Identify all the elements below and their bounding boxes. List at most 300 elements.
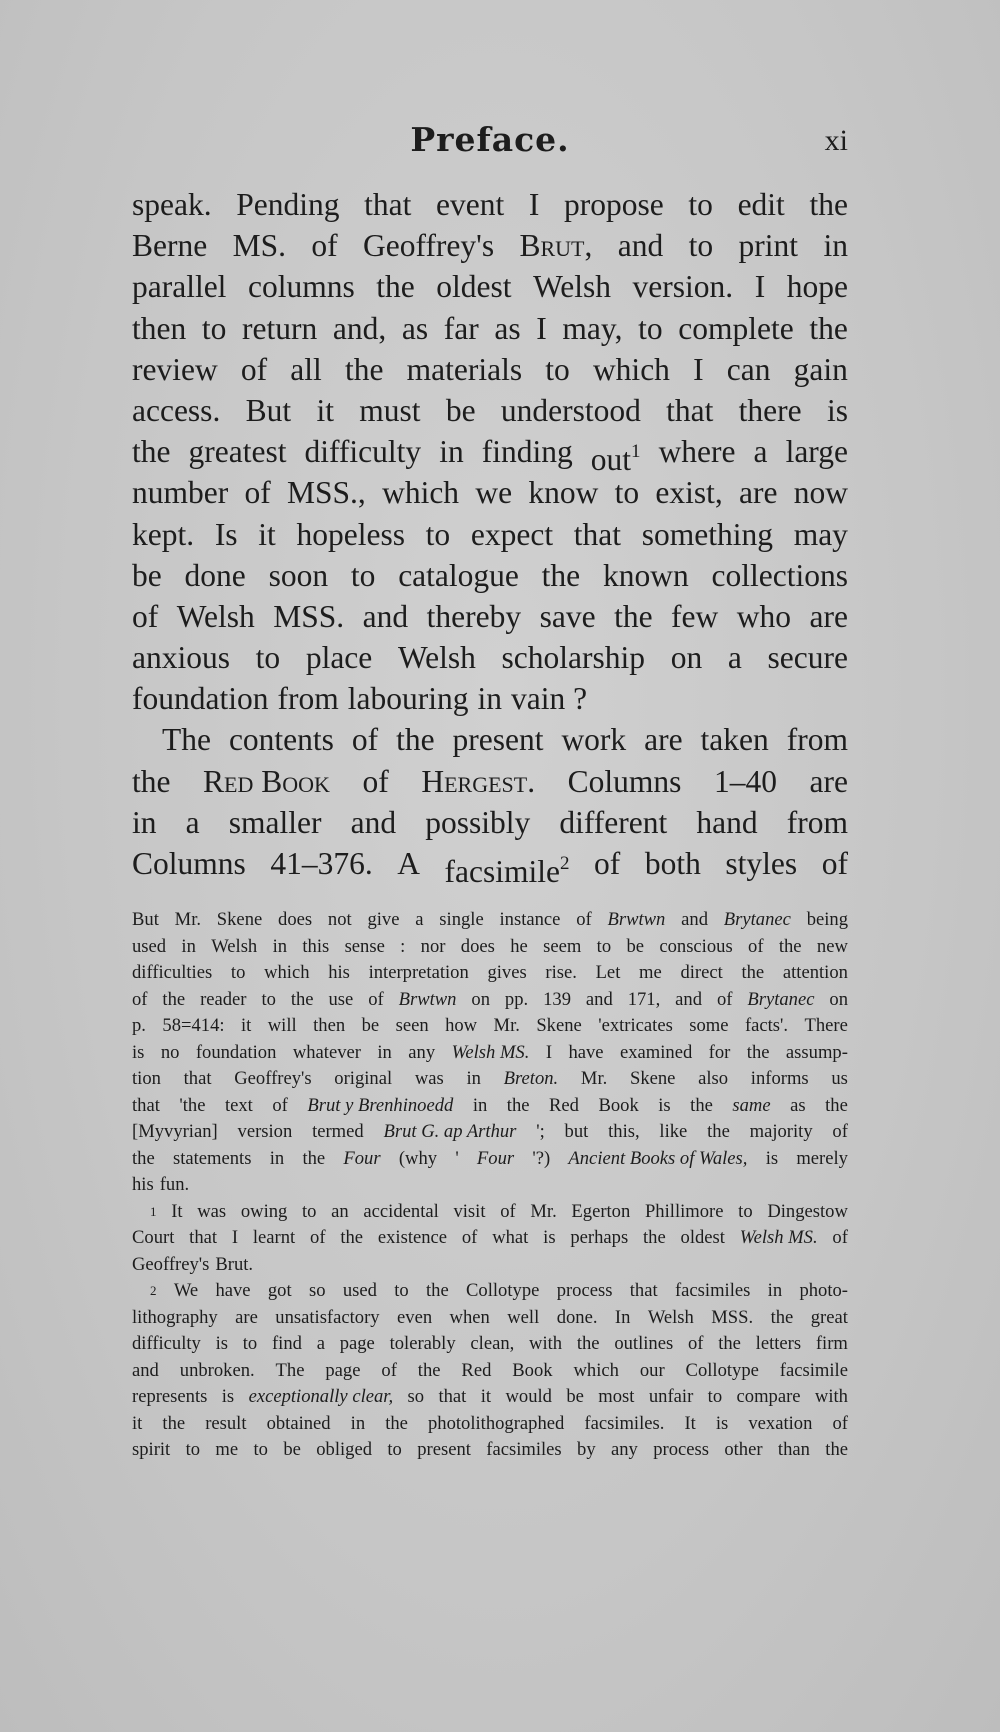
body-word: save bbox=[539, 598, 596, 634]
body-line bbox=[132, 184, 848, 225]
footnote-word: well bbox=[507, 1306, 540, 1328]
footnote-word: it bbox=[480, 1386, 492, 1407]
footnote-word: me bbox=[639, 962, 662, 983]
footnote-word: of bbox=[832, 1121, 848, 1142]
footnote-word: to bbox=[394, 1280, 409, 1301]
footnote-word: Brwtwn bbox=[607, 909, 666, 930]
footnote-word: some bbox=[689, 1015, 729, 1036]
footnote-word: of bbox=[832, 1412, 848, 1434]
body-word: we bbox=[475, 475, 513, 511]
footnote-word: difficulties bbox=[132, 962, 213, 983]
body-word: the bbox=[376, 269, 415, 305]
footnote-word: of bbox=[500, 1200, 516, 1222]
footnote-word: page bbox=[325, 1359, 361, 1381]
footnote-line bbox=[132, 960, 848, 987]
footnote-word: of bbox=[748, 935, 764, 957]
body-word: speak. bbox=[132, 187, 212, 222]
footnote-word: great bbox=[810, 1306, 848, 1328]
footnote-word: is bbox=[132, 1041, 145, 1063]
footnote-word: whatever bbox=[292, 1041, 361, 1063]
footnote-word: photo- bbox=[799, 1280, 848, 1301]
footnote-word: the bbox=[417, 1359, 441, 1381]
footnote-word: seen bbox=[395, 1015, 429, 1036]
footnote-line bbox=[132, 1146, 848, 1173]
footnote-word: use bbox=[328, 988, 354, 1010]
footnote-word: letters bbox=[755, 1333, 802, 1354]
footnote-word: of bbox=[687, 1333, 704, 1354]
running-head bbox=[132, 120, 848, 170]
footnote-word: when bbox=[449, 1306, 490, 1328]
footnote-word: to bbox=[596, 935, 612, 957]
footnote-word: and bbox=[132, 1359, 159, 1381]
body-word: gain bbox=[793, 351, 848, 387]
footnote-word: rise. bbox=[545, 962, 577, 983]
footnote-word: Mr. bbox=[174, 909, 202, 930]
footnote-word: his bbox=[328, 962, 350, 983]
footnote-word: does bbox=[460, 935, 495, 957]
body-word: A bbox=[397, 846, 420, 881]
footnote-line bbox=[132, 1331, 848, 1358]
body-text bbox=[132, 184, 848, 889]
footnote-word: Mr. bbox=[580, 1068, 608, 1089]
body-word: on bbox=[670, 640, 703, 676]
footnote-word: the bbox=[718, 1333, 741, 1354]
footnote-word: Skene bbox=[629, 1068, 676, 1089]
footnote-word: direct bbox=[680, 962, 723, 983]
body-word: the bbox=[132, 763, 171, 799]
body-word: the bbox=[541, 557, 581, 593]
footnote-word: nor bbox=[420, 935, 446, 957]
footnote-word: The bbox=[275, 1359, 305, 1381]
footnote-word: conscious bbox=[659, 935, 733, 957]
body-word: finding bbox=[481, 434, 573, 470]
body-word: labouring bbox=[347, 681, 469, 717]
body-word: anxious bbox=[132, 640, 230, 676]
footnote-word: that bbox=[132, 1094, 160, 1116]
footnote-word: fun. bbox=[159, 1174, 190, 1195]
footnote-word: than bbox=[777, 1439, 810, 1460]
footnote-word: assump- bbox=[785, 1041, 848, 1063]
footnote-word: used bbox=[132, 935, 167, 957]
footnote-word: lithography bbox=[132, 1306, 218, 1328]
footnote-word: 'extricates bbox=[598, 1015, 673, 1036]
footnote-word: 171, bbox=[627, 988, 661, 1010]
footnote-word: done. bbox=[556, 1306, 598, 1328]
footnote-word: accidental bbox=[363, 1200, 439, 1222]
footnote-line bbox=[132, 1411, 848, 1438]
footnote-word: result bbox=[205, 1412, 247, 1434]
footnote-word: Book bbox=[598, 1094, 639, 1116]
body-word: to bbox=[614, 475, 640, 511]
footnote-word: compare bbox=[736, 1386, 801, 1407]
body-word: the bbox=[344, 351, 384, 387]
footnote-word: by bbox=[577, 1439, 596, 1460]
footnote-word: the bbox=[506, 1094, 530, 1116]
body-word: contents bbox=[228, 722, 334, 758]
footnote-word: new bbox=[816, 935, 848, 957]
footnote-word: that bbox=[189, 1227, 218, 1248]
footnote-word: version bbox=[237, 1121, 293, 1142]
footnote-word: perhaps bbox=[570, 1227, 629, 1248]
footnote-word: exceptionally clear, bbox=[248, 1386, 394, 1407]
body-word: parallel bbox=[132, 269, 227, 305]
body-word: oldest bbox=[436, 269, 512, 305]
footnote-word: in bbox=[466, 1068, 481, 1089]
body-word: difficulty bbox=[304, 434, 422, 470]
footnote-word: of bbox=[272, 1094, 288, 1116]
footnote-word: tolerably bbox=[389, 1333, 456, 1354]
footnote-word: for bbox=[708, 1041, 731, 1063]
footnote-word: to bbox=[230, 962, 246, 983]
body-word: propose bbox=[564, 187, 664, 222]
footnote-word: of bbox=[832, 1227, 848, 1248]
footnote-word: the bbox=[162, 1412, 186, 1434]
body-word: Pending bbox=[236, 187, 340, 222]
footnote-word: instance bbox=[499, 909, 561, 930]
body-word: MSS. bbox=[273, 598, 345, 634]
footnote-word: the bbox=[770, 1306, 794, 1328]
footnote-2 bbox=[132, 1278, 848, 1305]
body-word: Columns bbox=[567, 763, 682, 799]
footnote-word: Skene bbox=[536, 1015, 582, 1036]
body-word: which bbox=[382, 475, 460, 511]
footnote-word: that bbox=[438, 1386, 467, 1407]
footnote-word: like bbox=[659, 1121, 688, 1142]
footnote-word: have bbox=[568, 1041, 604, 1063]
body-word: the bbox=[809, 310, 848, 346]
footnote-1 bbox=[132, 1199, 848, 1226]
footnote-word: obliged bbox=[316, 1439, 373, 1460]
footnote-word: the bbox=[162, 988, 186, 1010]
footnote-word: Four bbox=[476, 1147, 515, 1169]
body-word: But bbox=[245, 392, 292, 428]
footnote-word: vexation bbox=[748, 1412, 813, 1434]
body-word: version. bbox=[632, 269, 734, 305]
footnote-word: on bbox=[829, 988, 848, 1010]
footnote-word: the bbox=[290, 988, 314, 1010]
body-word: secure bbox=[767, 640, 848, 676]
footnote-word: Geoffrey's bbox=[234, 1068, 312, 1089]
footnote-word: most bbox=[598, 1386, 635, 1407]
footnote-word: is bbox=[215, 1333, 229, 1354]
body-word: known bbox=[602, 557, 689, 593]
footnote-word: a bbox=[415, 909, 424, 930]
footnote-word: what bbox=[492, 1227, 529, 1248]
footnote-word: [Myvyrian] bbox=[132, 1121, 218, 1142]
footnote-line bbox=[132, 1013, 848, 1040]
footnote-word: There bbox=[804, 1015, 848, 1036]
footnote-word: this bbox=[302, 935, 330, 957]
footnote-word: single bbox=[439, 909, 484, 930]
footnote-word: also bbox=[698, 1068, 729, 1089]
footnote-word: termed bbox=[312, 1121, 364, 1142]
body-word: of bbox=[594, 846, 621, 881]
body-word: be bbox=[132, 557, 162, 593]
footnote-word: an bbox=[331, 1200, 349, 1222]
footnote-word: interpretation bbox=[368, 962, 469, 983]
body-word: edit bbox=[737, 187, 785, 222]
footnote-word: even bbox=[397, 1306, 433, 1328]
body-word: where bbox=[658, 434, 736, 470]
body-word: understood bbox=[500, 392, 641, 428]
body-word: possibly bbox=[425, 804, 531, 840]
body-line bbox=[132, 472, 848, 513]
footnote-word: 1 bbox=[150, 1203, 157, 1219]
footnote-word: the bbox=[132, 1147, 155, 1169]
body-word: foundation bbox=[132, 681, 269, 717]
body-word: scholarship bbox=[501, 640, 646, 676]
body-word: the bbox=[614, 598, 653, 634]
body-word: it bbox=[316, 392, 334, 428]
footnote-word: Brut y Brenhinoedd bbox=[307, 1094, 454, 1116]
footnote-word: sense bbox=[344, 935, 385, 957]
body-word: and, bbox=[332, 310, 387, 346]
body-word: access. bbox=[132, 392, 221, 428]
footnote-word: Phillimore bbox=[644, 1200, 724, 1222]
footnote-word: which bbox=[264, 962, 310, 983]
body-word: in bbox=[439, 434, 464, 470]
body-word: the bbox=[132, 434, 171, 470]
body-word: are bbox=[809, 598, 848, 634]
footnote-word: present bbox=[417, 1439, 471, 1460]
body-word: and bbox=[350, 804, 397, 840]
footnote-word: : bbox=[400, 935, 406, 957]
body-word: MS. bbox=[232, 228, 287, 264]
footnote-word: the bbox=[741, 962, 765, 983]
footnote-word: so bbox=[308, 1280, 326, 1301]
body-word: large bbox=[785, 434, 848, 470]
footnote-word: Brytanec bbox=[747, 988, 815, 1010]
body-word: a bbox=[753, 434, 768, 470]
footnote-word: as bbox=[790, 1094, 806, 1116]
body-word: something bbox=[641, 516, 773, 552]
body-word: in bbox=[823, 228, 848, 264]
body-word: there bbox=[738, 392, 802, 428]
body-word: print bbox=[738, 228, 799, 264]
footnote-line bbox=[132, 1437, 848, 1464]
footnote-word: to bbox=[261, 988, 276, 1010]
body-word: that bbox=[364, 187, 412, 222]
footnote-word: the bbox=[302, 1147, 326, 1169]
footnote-word: merely bbox=[796, 1147, 848, 1169]
footnote-word: to bbox=[302, 1200, 317, 1222]
footnote-word: Four bbox=[343, 1147, 381, 1169]
footnote-word: give bbox=[367, 909, 400, 930]
body-word: few bbox=[671, 598, 719, 634]
footnote-word: of bbox=[461, 1227, 478, 1248]
body-word: of bbox=[351, 722, 379, 758]
footnote-word: ' bbox=[455, 1147, 459, 1169]
body-word: it bbox=[258, 516, 276, 552]
footnote-line bbox=[132, 1305, 848, 1332]
footnote-word: be bbox=[283, 1439, 301, 1460]
footnote-word: Red bbox=[461, 1359, 492, 1381]
footnote-word: the bbox=[426, 1280, 449, 1301]
footnote-word: and bbox=[675, 988, 703, 1010]
footnote-word: We bbox=[173, 1280, 199, 1301]
body-word: place bbox=[305, 640, 373, 676]
footnote-word: to bbox=[738, 1200, 753, 1222]
footnote-word: was bbox=[197, 1200, 227, 1222]
body-word: as bbox=[401, 310, 429, 346]
body-line bbox=[132, 678, 848, 719]
footnote-word: informs bbox=[750, 1068, 809, 1089]
body-line bbox=[132, 266, 848, 307]
body-word: of bbox=[362, 763, 389, 799]
footnote-word: tion bbox=[132, 1068, 161, 1089]
footnote-word: the bbox=[576, 1333, 600, 1354]
footnote-word: facts'. bbox=[744, 1015, 789, 1036]
footnote-word: difficulty bbox=[132, 1333, 201, 1354]
body-word: taken bbox=[700, 722, 769, 758]
footnote-word: of bbox=[132, 988, 148, 1010]
body-line bbox=[132, 802, 848, 843]
footnote-word: are bbox=[235, 1306, 258, 1328]
body-word: that bbox=[666, 392, 714, 428]
body-word: styles bbox=[725, 846, 798, 881]
body-word: know bbox=[528, 475, 599, 511]
footnote-word: examined bbox=[619, 1041, 693, 1063]
footnote-word: process bbox=[556, 1280, 613, 1301]
body-word: number bbox=[132, 475, 229, 511]
body-word: I bbox=[754, 269, 766, 305]
footnote-word: it bbox=[132, 1412, 143, 1434]
footnote-word: with bbox=[814, 1386, 848, 1407]
body-word: facsimile$^2$ bbox=[444, 853, 570, 889]
footnote-word: MSS. bbox=[711, 1306, 754, 1328]
footnote-word: Welsh MS. bbox=[739, 1227, 818, 1248]
footnote-word: Collotype bbox=[466, 1280, 540, 1301]
body-word: I bbox=[536, 310, 547, 346]
footnote-word: photolithographed bbox=[427, 1412, 565, 1434]
footnote-word: is bbox=[221, 1386, 235, 1407]
footnote-word: would bbox=[505, 1386, 552, 1407]
body-word: a bbox=[727, 640, 742, 676]
body-word: from bbox=[277, 681, 339, 717]
footnote-word: the bbox=[385, 1412, 408, 1434]
body-line bbox=[132, 555, 848, 596]
footnote-word: Skene bbox=[216, 909, 263, 930]
body-word: work bbox=[561, 722, 627, 758]
footnote-word: to bbox=[387, 1439, 402, 1460]
footnote-word: and bbox=[585, 988, 613, 1010]
footnote-word: in bbox=[377, 1041, 392, 1063]
footnote-word: other bbox=[724, 1439, 763, 1460]
body-word: I bbox=[693, 351, 704, 387]
footnote-word: the bbox=[690, 1094, 713, 1116]
body-word: exist, bbox=[655, 475, 723, 511]
footnote-word: statements bbox=[172, 1147, 252, 1169]
body-line bbox=[132, 349, 848, 390]
footnote-word: to bbox=[707, 1386, 723, 1407]
footnote-word: that bbox=[183, 1068, 212, 1089]
footnote-line bbox=[132, 1225, 848, 1252]
footnote-word: his bbox=[132, 1174, 154, 1195]
footnote-word: have bbox=[215, 1280, 251, 1301]
footnote-word: p. bbox=[132, 1015, 146, 1036]
body-word: of bbox=[244, 475, 271, 511]
body-word: to bbox=[255, 640, 281, 676]
footnote-word: facsimiles bbox=[486, 1439, 562, 1460]
footnote-word: pp. bbox=[504, 988, 529, 1010]
footnote-word: unbroken. bbox=[179, 1359, 255, 1381]
body-word: MSS., bbox=[287, 475, 366, 511]
footnote-word: will bbox=[267, 1015, 297, 1036]
footnote-line bbox=[132, 987, 848, 1014]
footnote-word: is bbox=[715, 1412, 729, 1434]
footnote-word: gives bbox=[487, 962, 527, 983]
body-word: columns bbox=[247, 269, 355, 305]
body-word: be bbox=[445, 392, 476, 428]
footnote-word: 139 bbox=[543, 988, 571, 1010]
footnote-word: is bbox=[658, 1094, 671, 1116]
body-word: materials bbox=[406, 351, 523, 387]
footnote-word: facsimile bbox=[779, 1359, 848, 1381]
footnote-word: find bbox=[271, 1333, 302, 1354]
body-word: smaller bbox=[228, 804, 322, 840]
footnote-word: with bbox=[529, 1333, 563, 1354]
footnote-word: 58=414: bbox=[162, 1015, 225, 1036]
body-word: of bbox=[311, 228, 338, 264]
footnote-word: foundation bbox=[195, 1041, 277, 1063]
footnote-line bbox=[132, 1358, 848, 1385]
footnote-word: obtained bbox=[266, 1412, 331, 1434]
footnote-word: Geoffrey's bbox=[132, 1253, 210, 1275]
footnote-word: oldest bbox=[680, 1227, 725, 1248]
running-head-title: Preface. bbox=[410, 120, 570, 159]
footnote-word: Brut. bbox=[215, 1253, 254, 1275]
footnote-word: spirit bbox=[132, 1439, 171, 1460]
footnote-word: existence bbox=[377, 1227, 448, 1248]
body-word: then bbox=[132, 310, 187, 346]
footnote-word: reader bbox=[200, 988, 247, 1010]
footnote-word: page bbox=[339, 1333, 375, 1354]
footnote-word: not bbox=[327, 909, 352, 930]
footnote-word: on bbox=[471, 988, 490, 1010]
body-word: of bbox=[240, 351, 268, 387]
body-line bbox=[132, 514, 848, 555]
body-word: Welsh bbox=[176, 598, 255, 634]
footnote-word: Court bbox=[132, 1227, 175, 1248]
footnote-word: I bbox=[231, 1227, 239, 1248]
footnote-word: the bbox=[825, 1439, 848, 1460]
footnote-word: then bbox=[313, 1015, 346, 1036]
footnote-word: the bbox=[778, 935, 802, 957]
body-word: hand bbox=[696, 804, 758, 840]
body-word: now bbox=[793, 475, 848, 511]
footnote-word: in bbox=[350, 1412, 366, 1434]
body-word: Is bbox=[214, 516, 238, 552]
body-word: to bbox=[425, 516, 451, 552]
body-word: hopeless bbox=[296, 516, 405, 552]
footnote-word: be bbox=[566, 1386, 584, 1407]
footnote-word: does bbox=[278, 909, 313, 930]
body-line bbox=[132, 225, 848, 266]
footnote-word: of bbox=[381, 1359, 397, 1381]
footnote-line bbox=[132, 1252, 848, 1279]
footnote-word: is bbox=[543, 1227, 556, 1248]
footnote-word: Welsh MS. bbox=[451, 1041, 530, 1063]
footnote-word: facsimiles. bbox=[584, 1412, 665, 1434]
footnote-word: the bbox=[340, 1227, 364, 1248]
footnote-word: Breton. bbox=[503, 1068, 559, 1089]
body-word: of bbox=[821, 846, 848, 881]
footnote-word: I bbox=[545, 1041, 553, 1063]
page-number: xi bbox=[824, 124, 848, 157]
footnote-word: (why bbox=[398, 1147, 438, 1169]
footnote-word: me bbox=[215, 1439, 239, 1460]
footnote-word: firm bbox=[815, 1333, 848, 1354]
